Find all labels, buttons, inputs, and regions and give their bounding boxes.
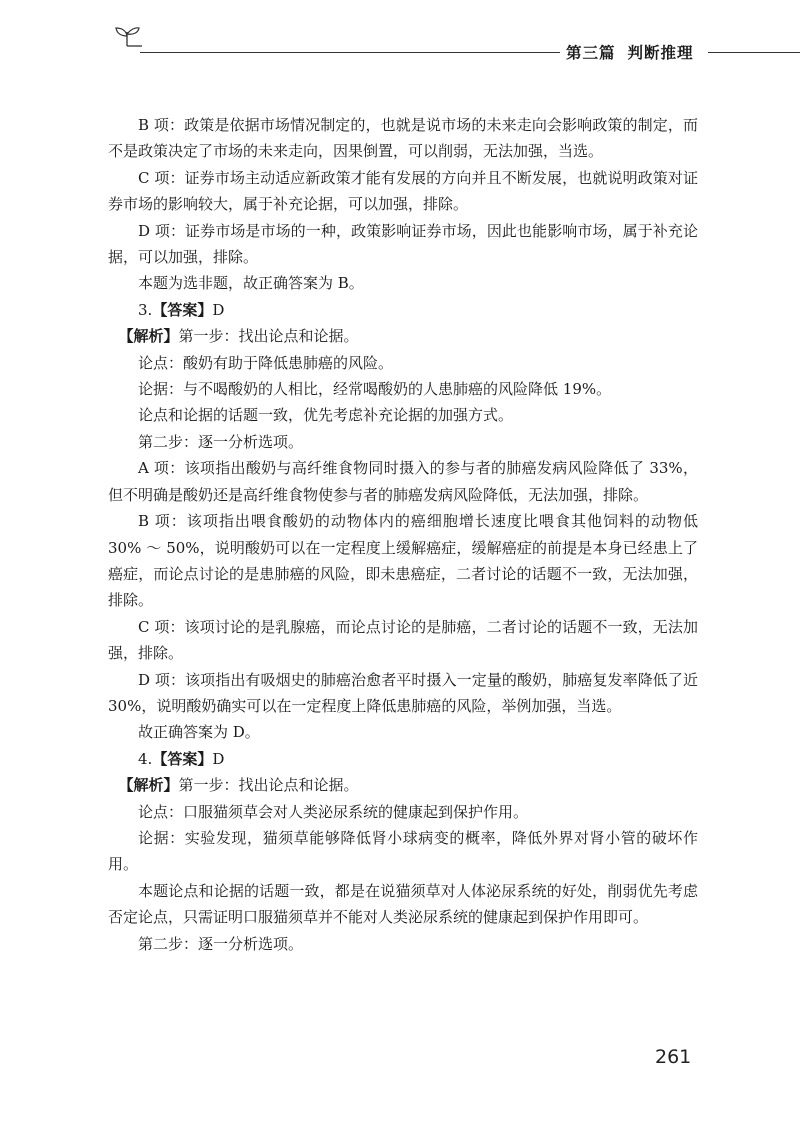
header-rule-left [140,52,560,53]
running-header [0,0,800,70]
q3-answer-line: 3.【答案】D [138,300,225,319]
paragraph: D 项：证券市场是市场的一种，政策影响证券市场，因此也能影响市场，属于补充论据，可以加强，排除。 [108,221,698,267]
paragraph: 论据：实验发现，猫须草能够降低肾小球病变的概率，降低外界对肾小管的破坏作用。 [108,828,698,874]
paragraph: 论点：酸奶有助于降低患肺癌的风险。 [138,353,394,372]
paragraph: 故正确答案为 D。 [138,723,260,742]
q4-analysis-line: 【解析】第一步：找出论点和论据。 [118,776,359,795]
header-rule-right [708,52,800,53]
paragraph: 本题论点和论据的话题一致，都是在说猫须草对人体泌尿系统的好处，削弱优先考虑否定论点，只需证明口服猫须草并不能对人类泌尿系统的健康起到保护作用即可。 [108,881,698,927]
page-number: 261 [655,1046,692,1068]
paragraph: 本题为选非题，故正确答案为 B。 [138,274,364,293]
paragraph: 论点：口服猫须草会对人类泌尿系统的健康起到保护作用。 [138,802,529,821]
q3-analysis-line: 【解析】第一步：找出论点和论据。 [118,327,359,346]
paragraph: D 项：该项指出有吸烟史的肺癌治愈者平时摄入一定量的酸奶，肺癌复发率降低了近 30%，说明酸奶确实可以在一定程度上降低患肺癌的风险，举例加强，当选。 [108,670,698,715]
paragraph: 论点和论据的话题一致，优先考虑补充论据的加强方式。 [138,406,514,425]
section-title: 第三篇 判断推理 [566,44,694,62]
q4-answer-line: 4.【答案】D [138,749,225,768]
page-body [108,112,698,957]
paragraph: 第二步：逐一分析选项。 [138,934,304,953]
paragraph: A 项：该项指出酸奶与高纤维食物同时摄入的参与者的肺癌发病风险降低了 33%，但不明确是酸奶还是高纤维食物使参与者的肺癌发病风险降低，无法加强，排除。 [108,459,698,504]
paragraph: B 项：该项指出喂食酸奶的动物体内的癌细胞增长速度比喂食其他饲料的动物低 30% ～ 50%，说明酸奶可以在一定程度上缓解癌症，缓解癌症的前提是本身已经患上了癌症，而论点讨论的是患肺癌的风险，即未患癌症，二者讨论的话题不一致，无法加强，排除。 [108,512,698,610]
paragraph: 论据：与不喝酸奶的人相比，经常喝酸奶的人患肺癌的风险降低 19%。 [138,380,612,399]
paragraph: B 项：政策是依据市场情况制定的，也就是说市场的未来走向会影响政策的制定，而不是政策决定了市场的未来走向，因果倒置，可以削弱，无法加强，当选。 [108,116,698,161]
paragraph: C 项：该项讨论的是乳腺癌，而论点讨论的是肺癌，二者讨论的话题不一致，无法加强，排除。 [108,617,698,663]
paragraph: 第二步：逐一分析选项。 [138,432,304,451]
paragraph: C 项：证券市场主动适应新政策才能有发展的方向并且不断发展，也就说明政策对证券市场的影响较大，属于补充论据，可以加强，排除。 [108,168,698,214]
sprout-icon [112,24,142,48]
